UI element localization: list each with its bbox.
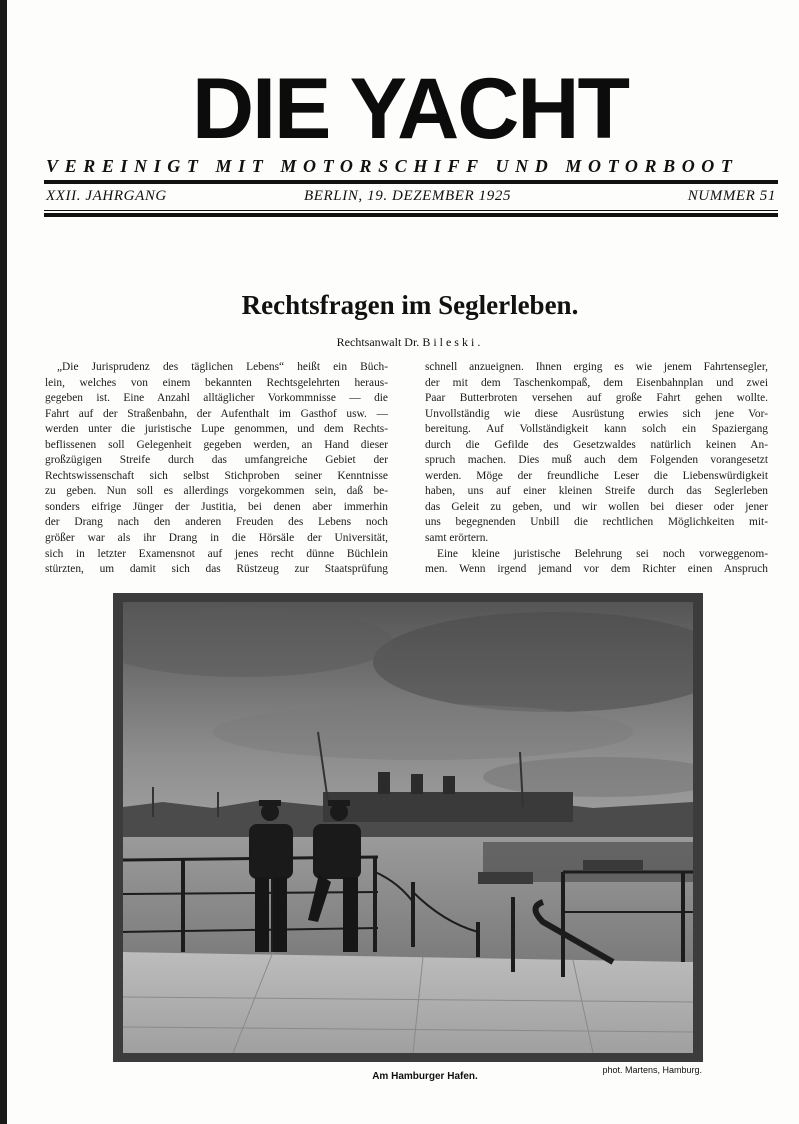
issue-number-label: NUMMER 51 [687,188,776,204]
text-line: Unvollständig wie diese Ausrüstung erwies sich jene Vor- [425,407,768,420]
article-column-right [425,360,768,578]
place-date-label: BERLIN, 19. DEZEMBER 1925 [304,188,512,204]
text-line: Fahrt auf der Straßenbahn, der Aufenthalt im Gasthof usw. — [45,407,388,420]
text-line: beflissenen soll Gelegenheit gegeben werden, an Hand dieser [45,438,388,451]
photo-credit: phot. Martens, Hamburg. [602,1065,702,1075]
text-line: samt erörtern. [425,532,489,545]
text-line: sonders eifrige Jünger der Justitia, bei denen aber immerhin [45,500,388,513]
text-line: das Geleit zu geben, und wir wollen bei dieser oder jener [425,500,768,513]
article-title: Rechtsfragen im Seglerleben. [241,290,579,320]
page-edge-shadow [0,0,7,1124]
text-line: spruch machen. Dies muß auch dem Folgenden vorangesetzt [425,454,768,467]
text-line: schnell anzueignen. Ihnen erging es wie jenem Fahrtensegler, [425,361,768,373]
author-prefix: Rechtsanwalt Dr. [336,335,420,349]
article-author [60,335,760,350]
text-line: durch die Gefilde des Gesetzwaldes natürlich keinen An- [425,438,768,451]
text-line: der mit dem Taschenkompaß, dem Eisenbahnplan und zwei [425,376,768,389]
photo-caption: Am Hamburger Hafen. [372,1071,478,1082]
masthead-title: DIE YACHT [191,61,629,157]
harbor-photo [113,593,703,1062]
text-line: Eine kleine juristische Belehrung sei noch vorweggenom- [437,547,768,560]
text-line: größer war als ihr Drang in die Hörsäle der Universität, [45,532,388,545]
author-name: Bileski. [422,335,484,349]
text-line: lein, welches von einem bekannten Rechtsgelehrten heraus- [45,376,388,389]
text-line: bereitung. Auf Vollständigkeit kann solch ein Spaziergang [425,423,768,436]
text-line: men. Wenn irgend jemand vor dem Richter einen Anspruch [425,563,768,576]
harbor-photo-image [123,602,693,1053]
volume-label: XXII. JAHRGANG [46,188,167,204]
text-line: sich in letzter Examensnot auf jenes recht dünne Büchlein [45,547,388,560]
masthead-rule-top [44,180,778,184]
text-line: Paar Butterbroten versehen auf große Fahrt gehen wollte. [425,392,768,405]
text-line: Rechtswissenschaft sich selbst Stichproben seiner Kenntnisse [45,469,388,482]
text-line: der Drang nach den anderen Freuden des Lebens noch [45,516,388,529]
text-line: zu geben. Nun soll es allerdings vorgekommen sein, daß be- [45,485,388,498]
text-line: werden. Möge der freundliche Leser die Liebenswürdigkeit [425,469,768,482]
text-line: werden unter die juristische Lupe genommen, und dem Rechts- [45,423,388,436]
masthead-rule-thin [44,210,778,211]
text-line: haben, uns auf einer kleinen Streife durch das Seglerleben [425,485,768,498]
text-line: „Die Jurisprudenz des täglichen Lebens“ heißt ein Büch- [57,361,388,373]
masthead-subtitle: VEREINIGT MIT MOTORSCHIFF UND MOTORBOOT [46,156,739,176]
article-column-left [45,360,388,578]
text-line: gegeben ist. Eine Anzahl alltäglicher Vorkommnisse — die [45,392,388,405]
text-line: großzügigen Streife durch das umfangreiche Gebiet der [45,454,388,467]
text-line: uns begegnenden Unbill die rechtlichen Möglichkeiten mit- [425,516,768,529]
text-line: stürzten, um damit sich das Rüstzeug zur Staatsprüfung [45,563,388,576]
masthead-rule-bottom [44,213,778,217]
